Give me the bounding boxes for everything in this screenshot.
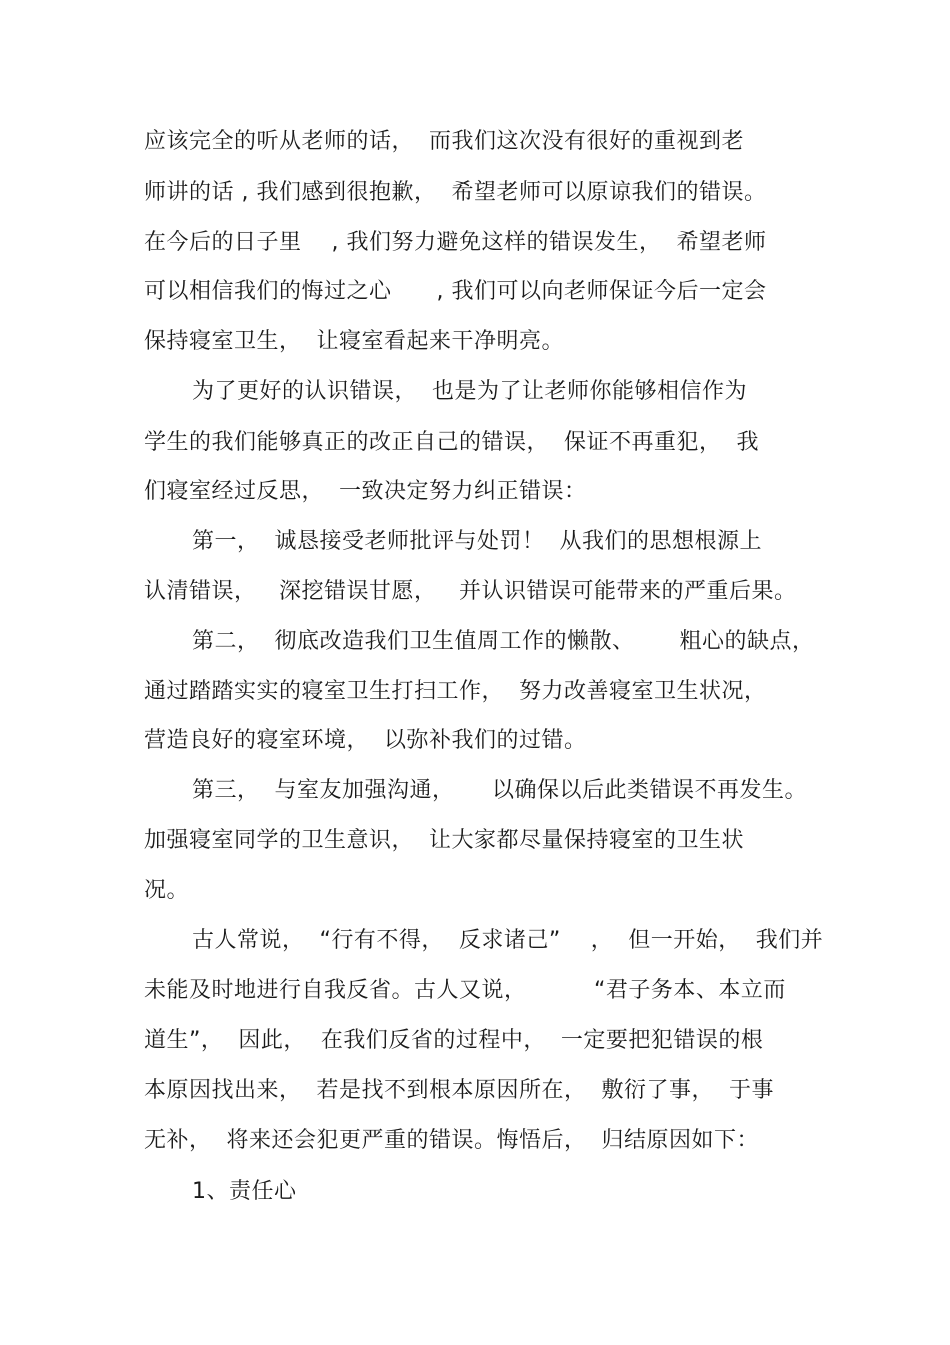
text-line: 第三， 与室友加强沟通， 以确保以后此类错误不再发生。 [192,778,807,803]
text-line: 为了更好的认识错误， 也是为了让老师你能够相信作为 [192,379,747,404]
text-line: 营造良好的寝室环境， 以弥补我们的过错。 [144,728,587,753]
text-line: 况。 [144,878,190,903]
text-line: 在今后的日子里 , 我们努力避免这样的错误发生， 希望老师 [144,230,767,255]
text-line: 第一， 诚恳接受老师批评与处罚！ 从我们的思想根源上 [192,529,762,554]
text-line: 古人常说， “行有不得， 反求诸己” ， 但一开始， 我们并 [192,928,824,953]
text-line: 本原因找出来， 若是找不到根本原因所在， 敷衍了事， 于事 [144,1078,774,1103]
text-line: 无补， 将来还会犯更严重的错误。悔悟后， 归结原因如下： [144,1128,759,1153]
text-line: 学生的我们能够真正的改正自己的错误， 保证不再重犯， 我 [144,430,759,455]
text-line: 未能及时地进行自我反省。古人又说， “君子务本、本立而 [144,978,786,1003]
text-line: 认清错误， 深挖错误甘愿， 并认识错误可能带来的严重后果。 [144,579,797,604]
list-item-heading: 1、责任心 [192,1179,297,1204]
text-line: 师讲的话 , 我们感到很抱歉， 希望老师可以原谅我们的错误。 [144,180,767,205]
text-line: 第二， 彻底改造我们卫生值周工作的懒散、 粗心的缺点， [192,629,815,654]
text-line: 们寝室经过反思， 一致决定努力纠正错误： [144,479,587,504]
text-line: 应该完全的听从老师的话， 而我们这次没有很好的重视到老 [144,129,744,154]
text-line: 加强寝室同学的卫生意识， 让大家都尽量保持寝室的卫生状 [144,828,744,853]
text-line: 可以相信我们的悔过之心 , 我们可以向老师保证今后一定会 [144,279,767,304]
text-line: 道生”， 因此， 在我们反省的过程中， 一定要把犯错误的根 [144,1028,764,1053]
text-line: 保持寝室卫生， 让寝室看起来干净明亮。 [144,329,564,354]
text-line: 通过踏踏实实的寝室卫生打扫工作， 努力改善寝室卫生状况， [144,679,767,704]
